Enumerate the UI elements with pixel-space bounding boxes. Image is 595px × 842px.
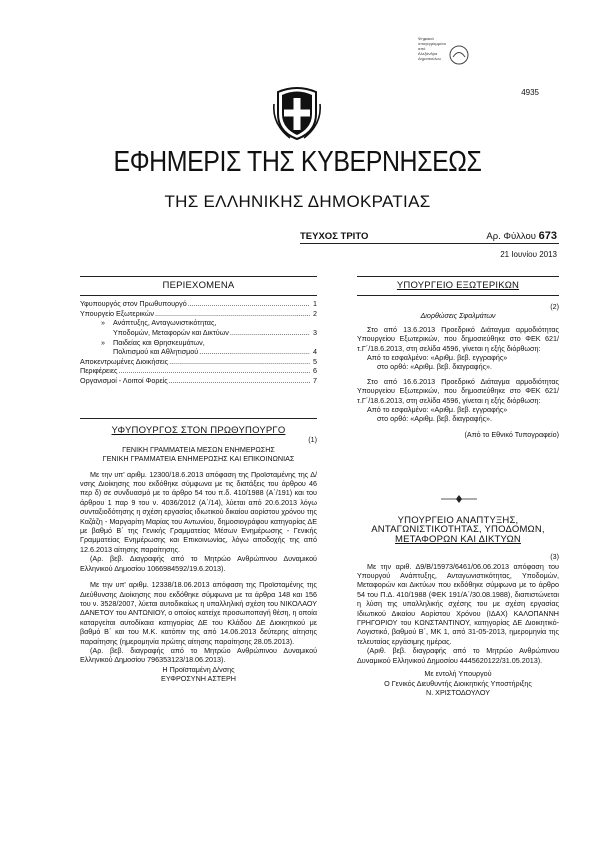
page-number: 4935 <box>521 88 539 97</box>
toc-item[interactable] <box>80 309 317 319</box>
stamp-line: Αλεξάνδρα <box>418 51 438 56</box>
toc-label: Υπουργείο Εξωτερικών <box>80 308 155 318</box>
signatory-title: Η Προϊσταμένη Δ/νσης <box>162 664 235 674</box>
issue-date: 21 Ιουνίου 2013 <box>500 250 557 259</box>
gazette-title: ΕΦΗΜΕΡΙΣ ΤΗΣ ΚΥΒΕΡΝΗΣΕΩΣ <box>113 146 482 178</box>
toc-rule <box>80 295 317 296</box>
toc-item[interactable] <box>80 366 317 376</box>
record-paragraph: (Αριθ. βεβ. διαγραφής από το Μητρώο Ανθρώπινου Δυναμικού Ελληνικού Δημοσίου 4445620122/31.05.2013). <box>357 646 559 665</box>
toc-label: Υφυπουργός στον Πρωθυπουργό <box>80 299 187 309</box>
toc-label: Υποδομών, Μεταφορών και Δικτύων <box>113 327 229 337</box>
toc-leader <box>119 366 310 375</box>
decision-paragraph: Με την υπ' αριθμ. 12338/18.06.2013 απόφαση της Προϊσταμένης της Διεύθυνσης Διοίκησης που εκδόθηκε σύμφωνα με τα άρθρα 148 και 156 του ν. 3528/2007, λύεται αυτοδικαίως η υπαλληλική σχέση του ΝΙΚΟΛΑΟΥ ΔΑΝΕΤΟΥ του ΑΝΤΩΝΙΟΥ, ο οποίος κατείχε προσωποπαγή θέση, η οποία καταργείται αυτοδίκαια κατηγορίας ΔΕ του Κλάδου ΔΕ Διοικητικού με βαθμό Β΄ και του Μ.Κ. κατόπιν της από 14.06.2013 δεύτερης αίτησης παραίτησης (ημερομηνία πρώτης αίτησης παραίτησης 28.05.2013). <box>80 580 317 646</box>
correction-to: στο ορθό: «Αριθμ. βεβ. διαγραφής». <box>377 362 493 372</box>
signatory-title: Ο Γενικός Διευθυντής Διοικητικής Υποστήριξης <box>384 678 532 688</box>
toc-page: 1 <box>313 299 317 309</box>
stamp-line: Δημοπούλου <box>418 56 441 61</box>
gazette-subtitle: ΤΗΣ ΕΛΛΗΝΙΚΗΣ ΔΗΜΟΚΡΑΤΙΑΣ <box>164 192 431 211</box>
table-of-contents <box>80 276 317 385</box>
ministry-heading <box>357 276 559 293</box>
toc-page: 6 <box>313 366 317 376</box>
heading-rule <box>357 295 559 296</box>
toc-page: 3 <box>313 327 317 337</box>
correction-paragraph: Στο από 13.6.2013 Προεδρικό Διάταγμα αρμοδιότητας Υπουργείου Εξωτερικών, που δημοσιεύθηκε στο ΦΕΚ 621/τ.Γ΄/18.6.2013, στη σελίδα 4596, γίνεται η εξής διόρθωση: <box>357 324 559 353</box>
issue-value: 673 <box>538 230 557 242</box>
correction-paragraph: Στο από 16.6.2013 Προεδρικό Διάταγμα αρμοδιότητας Υπουργείου Εξωτερικών, που δημοσιεύθηκε στο ΦΕΚ 621/τ.Γ΄/18.6.2013, στη σελίδα 4596, γίνεται η εξής διόρθωση: <box>357 376 559 405</box>
toc-leader <box>230 328 310 337</box>
section-divider-ornament-icon <box>441 495 477 503</box>
toc-label: Αποκεντρωμένες Διοικήσεις <box>80 356 169 366</box>
ministry-heading-line <box>357 535 559 544</box>
signatory-line: Με εντολή Υπουργού <box>424 669 492 679</box>
toc-item[interactable] <box>80 347 317 357</box>
header-rule <box>300 243 559 244</box>
ministry-heading-text: ΥΦΥΠΟΥΡΓΟΣ ΣΤΟΝ ΠΡΩΘΥΠΟΥΡΓΟ <box>111 425 286 436</box>
correction-from: Από το εσφαλμένο: «Αριθμ. βεβ. εγγραφής» <box>367 353 508 363</box>
correction-to: στο ορθό: «Αριθμ. βεβ. διαγραφής». <box>377 414 493 424</box>
signatory-name: ΕΥΦΡΟΣΥΝΗ ΑΣΤΕΡΗ <box>161 674 236 684</box>
toc-leader <box>199 347 310 356</box>
article-3 <box>357 516 559 697</box>
signatory-name: Ν. ΧΡΙΣΤΟΔΟΥΛΟΥ <box>426 687 490 697</box>
record-paragraph: (Αρ. βεβ. διαγραφής από το Μητρώο Ανθρώπινου Δυναμικού Ελληνικού Δημοσίου 796353123/18.06.2013). <box>80 645 317 665</box>
toc-page: 2 <box>313 308 317 318</box>
toc-page: 4 <box>313 347 317 357</box>
article-2 <box>357 276 559 439</box>
department-line: ΓΕΝΙΚΗ ΓΡΑΜΜΑΤΕΙΑ ΜΕΣΩΝ ΕΝΗΜΕΡΩΣΗΣ <box>122 444 275 454</box>
article-subtitle: Διορθώσεις Σφαλμάτων <box>420 311 496 321</box>
toc-item[interactable] <box>80 376 317 386</box>
decision-paragraph: Με την αριθ. Δ9/Β/15973/6461/06.06.2013 απόφαση του Υπουργού Ανάπτυξης, Ανταγωνιστικότητας, Υποδομών, Μεταφορών και Δικτύων που εκδόθηκε σύμφωνα με το άρθρο 54 του Π.Δ. 410/1988 (ΦΕΚ 191/Α΄/30.08.1988), διαπιστώνεται η λύση της υπαλληλικής σχέσης του με σχέση εργασίας Ιδιωτικού Δικαίου Αορίστου Χρόνου (ΙΔΑΧ) ΚΑΛΟΠΑΝΝΗ ΓΡΗΓΟΡΙΟΥ του ΚΩΝΣΤΑΝΤΙΝΟΥ, κατηγορίας ΔΕ Διοικητικό-Λογιστικό, βαθμού Β΄, ΜΚ 1, από 31-05-2013, ημερομηνία της τελευταίας εργάσιμης ημέρας. <box>357 561 559 646</box>
toc-item[interactable] <box>80 328 317 338</box>
series-label: ΤΕΥΧΟΣ ΤΡΙΤΟ <box>300 231 369 242</box>
toc-bullet: » <box>101 337 105 347</box>
correction-from: Από το εσφαλμένο: «Αριθμ. βεβ. εγγραφής» <box>367 405 508 415</box>
ministry-heading <box>80 426 317 435</box>
greek-coat-of-arms-icon <box>272 84 322 140</box>
toc-leader <box>169 376 310 385</box>
toc-page: 7 <box>313 375 317 385</box>
decision-paragraph: Με την υπ' αριθμ. 12300/18.6.2013 απόφαση της Προϊσταμένης της Δ/νσης Διοίκησης που εκδόθηκε σύμφωνα με τις διατάξεις του άρθρου 46 περ δ) σε συνδυασμό με το άρθρο 54 του π.δ. 410/1988 (Α΄/191) και του άρθρου 1 παρ 9 του ν. 4036/2012 (Α΄/14), λύεται από 20.6.2013 λόγω συνταξιοδότησης η σχέση εργασίας ιδιωτικού δικαίου αορίστου χρόνου της Καζάζη - Μαργαρίτη Μαρίας του Αντωνίου, δημοσιογράφου κατηγορίας ΔΕ με βαθμό Β΄ της Γενικής Γραμματείας Μέσων Ενημέρωσης - Γενικής Γραμματείας Ενημέρωσης και Επικοινωνίας, λόγω αποδοχής της από 12.6.2013 αίτησης παραίτησης. <box>80 469 317 554</box>
ministry-heading-line: ΥΠΟΥΡΓΕΙΟ ΑΝΑΠΤΥΞΗΣ, <box>397 515 519 526</box>
signature-seal-icon <box>448 44 470 66</box>
department-line: ΓΕΝΙΚΗ ΓΡΑΜΜΑΤΕΙΑ ΕΝΗΜΕΡΩΣΗΣ ΚΑΙ ΕΠΙΚΟΙΝΩΝΙΑΣ <box>102 454 295 464</box>
issue-label: Αρ. Φύλλου <box>486 231 536 242</box>
toc-bullet: » <box>101 318 105 328</box>
toc-item[interactable] <box>80 357 317 367</box>
ministry-heading-line: ΑΝΤΑΓΩΝΙΣΤΙΚΟΤΗΤΑΣ, ΥΠΟΔΟΜΩΝ, <box>371 524 545 536</box>
toc-leader <box>188 299 310 308</box>
toc-label: Οργανισμοί - Λοιποί Φορείς <box>80 375 168 385</box>
stamp-text <box>418 36 452 61</box>
stamp-line: υπογεγραμμένο από <box>418 41 447 51</box>
stamp-line: Ψηφιακά <box>418 36 434 41</box>
toc-label: Περιφέρειες <box>80 366 118 376</box>
toc-leader <box>169 357 310 366</box>
ministry-heading-text: ΜΕΤΑΦΟΡΩΝ ΚΑΙ ΔΙΚΤΥΩΝ <box>395 533 521 545</box>
toc-leader <box>155 309 310 318</box>
ministry-heading-text: ΥΠΟΥΡΓΕΙΟ ΕΞΩΤΕΡΙΚΩΝ <box>396 280 520 291</box>
toc-label: Παιδείας και Θρησκευμάτων, <box>113 337 205 347</box>
section-rule <box>80 418 317 419</box>
toc-item[interactable] <box>80 318 317 328</box>
source-note: (Από το Εθνικό Τυπογραφείο) <box>464 429 559 439</box>
toc-label: Ανάπτυξης, Ανταγωνιστικότητας, <box>113 318 217 328</box>
toc-heading: ΠΕΡΙΕΧΟΜΕΝΑ <box>80 276 317 293</box>
toc-label: Πολιτισμού και Αθλητισμού <box>113 347 199 357</box>
toc-page: 5 <box>313 356 317 366</box>
article-number: (3) <box>550 552 559 562</box>
digital-signature-stamp <box>418 36 478 78</box>
toc-item[interactable] <box>80 299 317 309</box>
record-paragraph: (Αρ. βεβ. Διαγραφής από το Μητρώο Ανθρώπινου Δυναμικού Ελληνικού Δημοσίου 1066984592/19.6.2013). <box>80 554 317 573</box>
article-1 <box>80 418 317 684</box>
article-number: (1) <box>308 435 317 445</box>
toc-item[interactable] <box>80 337 317 347</box>
article-number: (2) <box>550 302 559 311</box>
issue-number <box>486 230 557 242</box>
